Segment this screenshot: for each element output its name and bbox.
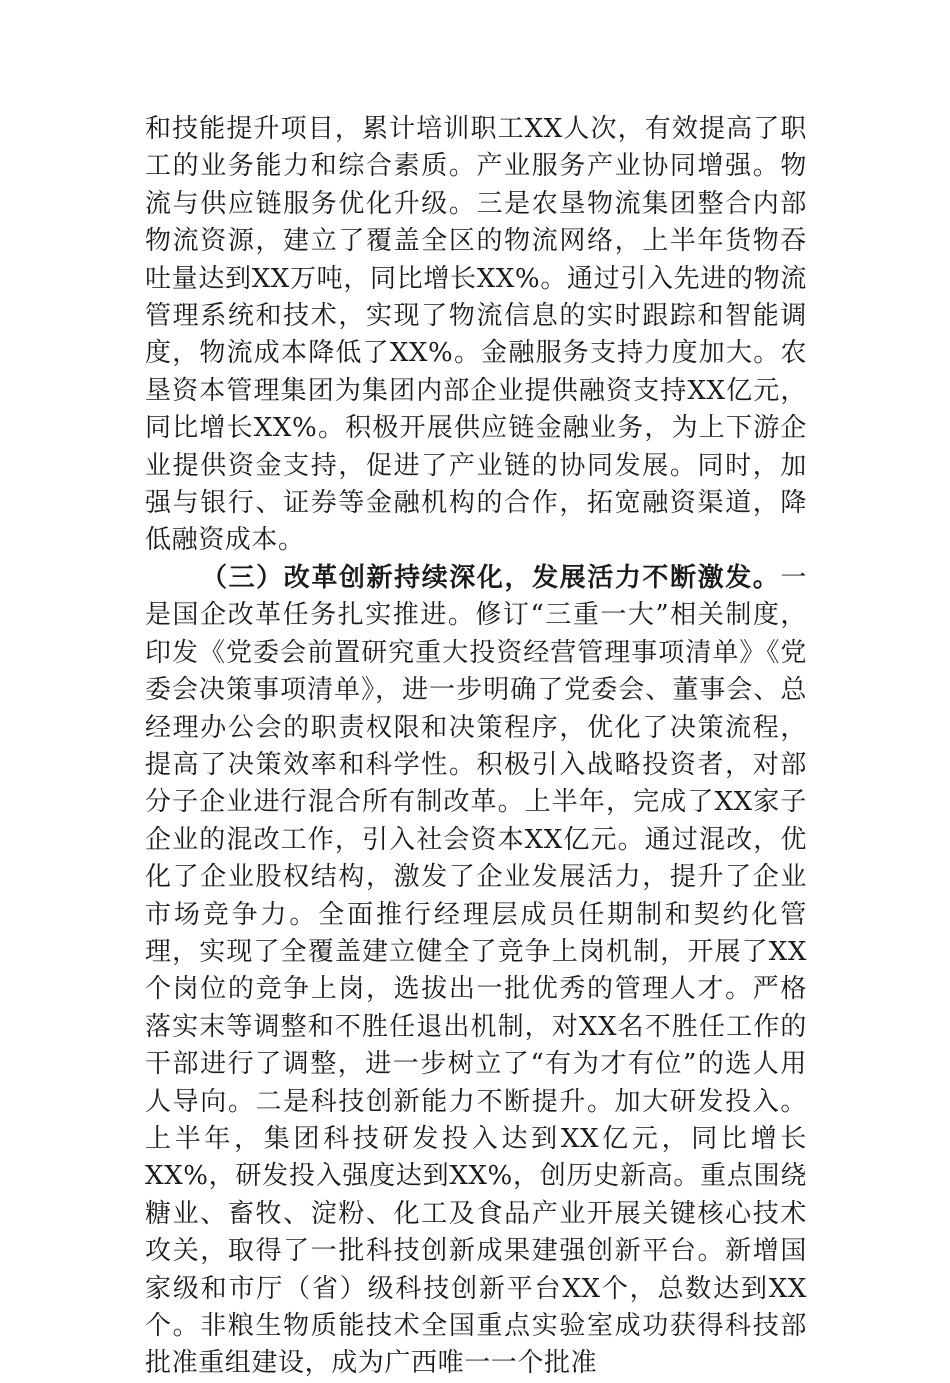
body-paragraph-2-text: 一是国企改革任务扎实推进。修订“三重一大”相关制度，印发《党委会前置研究重大投资经营管理事项清单》《党委会决策事项清单》，进一步明确了党委会、董事会、总经理办公会的职责权限和决策程序，优化了决策流程，提高了决策效率和科学性。积极引入战略投资者，对部分子企业进行混合所有制改革。上半年，完成了XX家子企业的混改工作，引入社会资本XX亿元。通过混改，优化了企业股权结构，激发了企业发展活力，提升了企业市场竞争力。全面推行经理层成员任期制和契约化管理，实现了全覆盖建立健全了竞争上岗机制，开展了XX个岗位的竞争上岗，选拔出一批优秀的管理人才。严格落实末等调整和不胜任退出机制，对XX名不胜任工作的干部进行了调整，进一步树立了“有为才有位”的选人用人导向。二是科技创新能力不断提升。加大研发投入。上半年，集团科技研发投入达到XX亿元，同比增长XX%，研发投入强度达到XX%，创历史新高。重点围绕糖业、畜牧、淀粉、化工及食品产业开展关键核心技术攻关，取得了一批科技创新成果建强创新平台。新增国家级和市厅（省）级科技创新平台XX个，总数达到XX个。非粮生物质能技术全国重点实验室成功获得科技部批准重组建设，成为广西唯一一个批准 [145, 562, 807, 1379]
body-paragraph-2 [145, 560, 807, 1383]
document-page [145, 111, 807, 1383]
section-heading: （三）改革创新持续深化，发展活力不断激发。 [201, 562, 781, 593]
body-paragraph-1: 和技能提升项目，累计培训职工XX人次，有效提高了职工的业务能力和综合素质。产业服务产业协同增强。物流与供应链服务优化升级。三是农垦物流集团整合内部物流资源，建立了覆盖全区的物流网络，上半年货物吞吐量达到XX万吨，同比增长XX%。通过引入先进的物流管理系统和技术，实现了物流信息的实时跟踪和智能调度，物流成本降低了XX%。金融服务支持力度加大。农垦资本管理集团为集团内部企业提供融资支持XX亿元，同比增长XX%。积极开展供应链金融业务，为上下游企业提供资金支持，促进了产业链的协同发展。同时，加强与银行、证券等金融机构的合作，拓宽融资渠道，降低融资成本。 [145, 114, 807, 556]
